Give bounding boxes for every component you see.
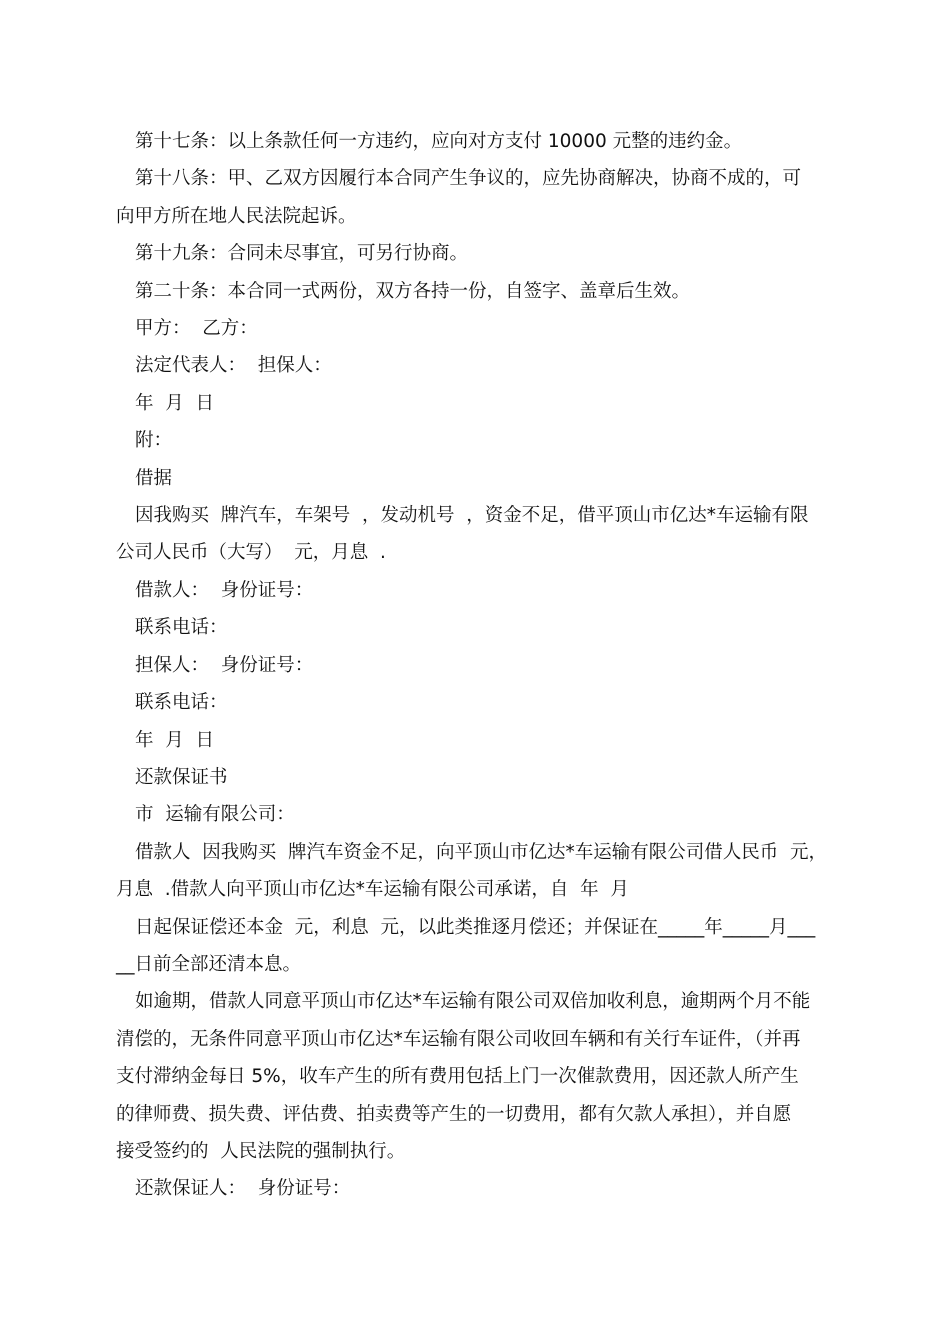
text-line: 因我购买 牌汽车，车架号 ，发动机号 ，资金不足，借平顶山市亿达*车运输有限 <box>135 505 809 527</box>
text-line: 借款人： 身份证号： <box>135 579 314 601</box>
date-line <box>116 722 836 759</box>
text-line: 日起保证偿还本金 元，利息 元，以此类推逐月偿还；并保证在_____年_____月___ <box>135 916 816 938</box>
text-line: 还款保证人： 身份证号： <box>135 1178 351 1200</box>
date-line <box>116 385 836 422</box>
text-line: 的律师费、损失费、评估费、拍卖费等产生的一切费用，都有欠款人承担），并自愿 <box>116 1103 792 1125</box>
guarantor-phone <box>116 684 836 721</box>
clause-18 <box>116 160 836 235</box>
party-labels <box>116 310 836 347</box>
text-line: 清偿的，无条件同意平顶山市亿达*车运输有限公司收回车辆和有关行车证件，（并再 <box>116 1028 801 1050</box>
overdue-clause <box>116 983 836 1170</box>
text-line: 年 月 日 <box>135 729 215 751</box>
text-line: 第十八条：甲、乙双方因履行本合同产生争议的，应先协商解决，协商不成的，可 <box>135 168 802 190</box>
addressee <box>116 796 836 833</box>
text-line: 接受签约的 人民法院的强制执行。 <box>116 1140 406 1162</box>
text-line: 第十九条：合同未尽事宜，可另行协商。 <box>135 243 469 265</box>
section-heading-iou <box>116 460 836 497</box>
text-line: 市 运输有限公司： <box>135 804 295 826</box>
clause-19 <box>116 235 836 272</box>
text-line: 公司人民币（大写） 元，月息 . <box>116 542 386 564</box>
text-line: 第十七条：以上条款任何一方违约，应向对方支付 10000 元整的违约金。 <box>135 131 743 152</box>
clause-17 <box>116 123 836 160</box>
iou-body <box>116 497 836 572</box>
text-line: 附： <box>135 430 173 452</box>
document-body <box>116 123 836 1208</box>
text-line: 月息 .借款人向平顶山市亿达*车运输有限公司承诺，自 年 月 <box>116 879 629 901</box>
repayment-body-1 <box>116 834 836 909</box>
section-heading-repayment <box>116 759 836 796</box>
text-line: 支付滞纳金每日 5%，收车产生的所有费用包括上门一次催款费用，因还款人所产生 <box>116 1066 799 1088</box>
text-line: 联系电话： <box>135 617 228 639</box>
text-line: 法定代表人： 担保人： <box>135 355 332 377</box>
text-line: 甲方： 乙方： <box>135 318 258 340</box>
guarantor-fields <box>116 647 836 684</box>
text-line: 还款保证书 <box>135 766 228 788</box>
text-line: 如逾期，借款人同意平顶山市亿达*车运输有限公司双倍加收利息，逾期两个月不能 <box>135 991 811 1013</box>
text-line: __日前全部还清本息。 <box>116 953 302 975</box>
text-line: 向甲方所在地人民法院起诉。 <box>116 205 357 227</box>
text-line: 借款人 因我购买 牌汽车资金不足，向平顶山市亿达*车运输有限公司借人民币 元， <box>135 841 828 863</box>
attachment-label <box>116 422 836 459</box>
text-line: 担保人： 身份证号： <box>135 654 314 676</box>
text-line: 第二十条：本合同一式两份，双方各持一份，自签字、盖章后生效。 <box>135 280 691 302</box>
text-line: 年 月 日 <box>135 392 215 414</box>
text-line: 联系电话： <box>135 692 228 714</box>
representative-labels <box>116 347 836 384</box>
borrower-phone <box>116 609 836 646</box>
repayment-guarantor-fields <box>116 1170 836 1207</box>
clause-20 <box>116 273 836 310</box>
borrower-fields <box>116 572 836 609</box>
text-line: 借据 <box>135 467 173 489</box>
repayment-body-2 <box>116 909 836 984</box>
